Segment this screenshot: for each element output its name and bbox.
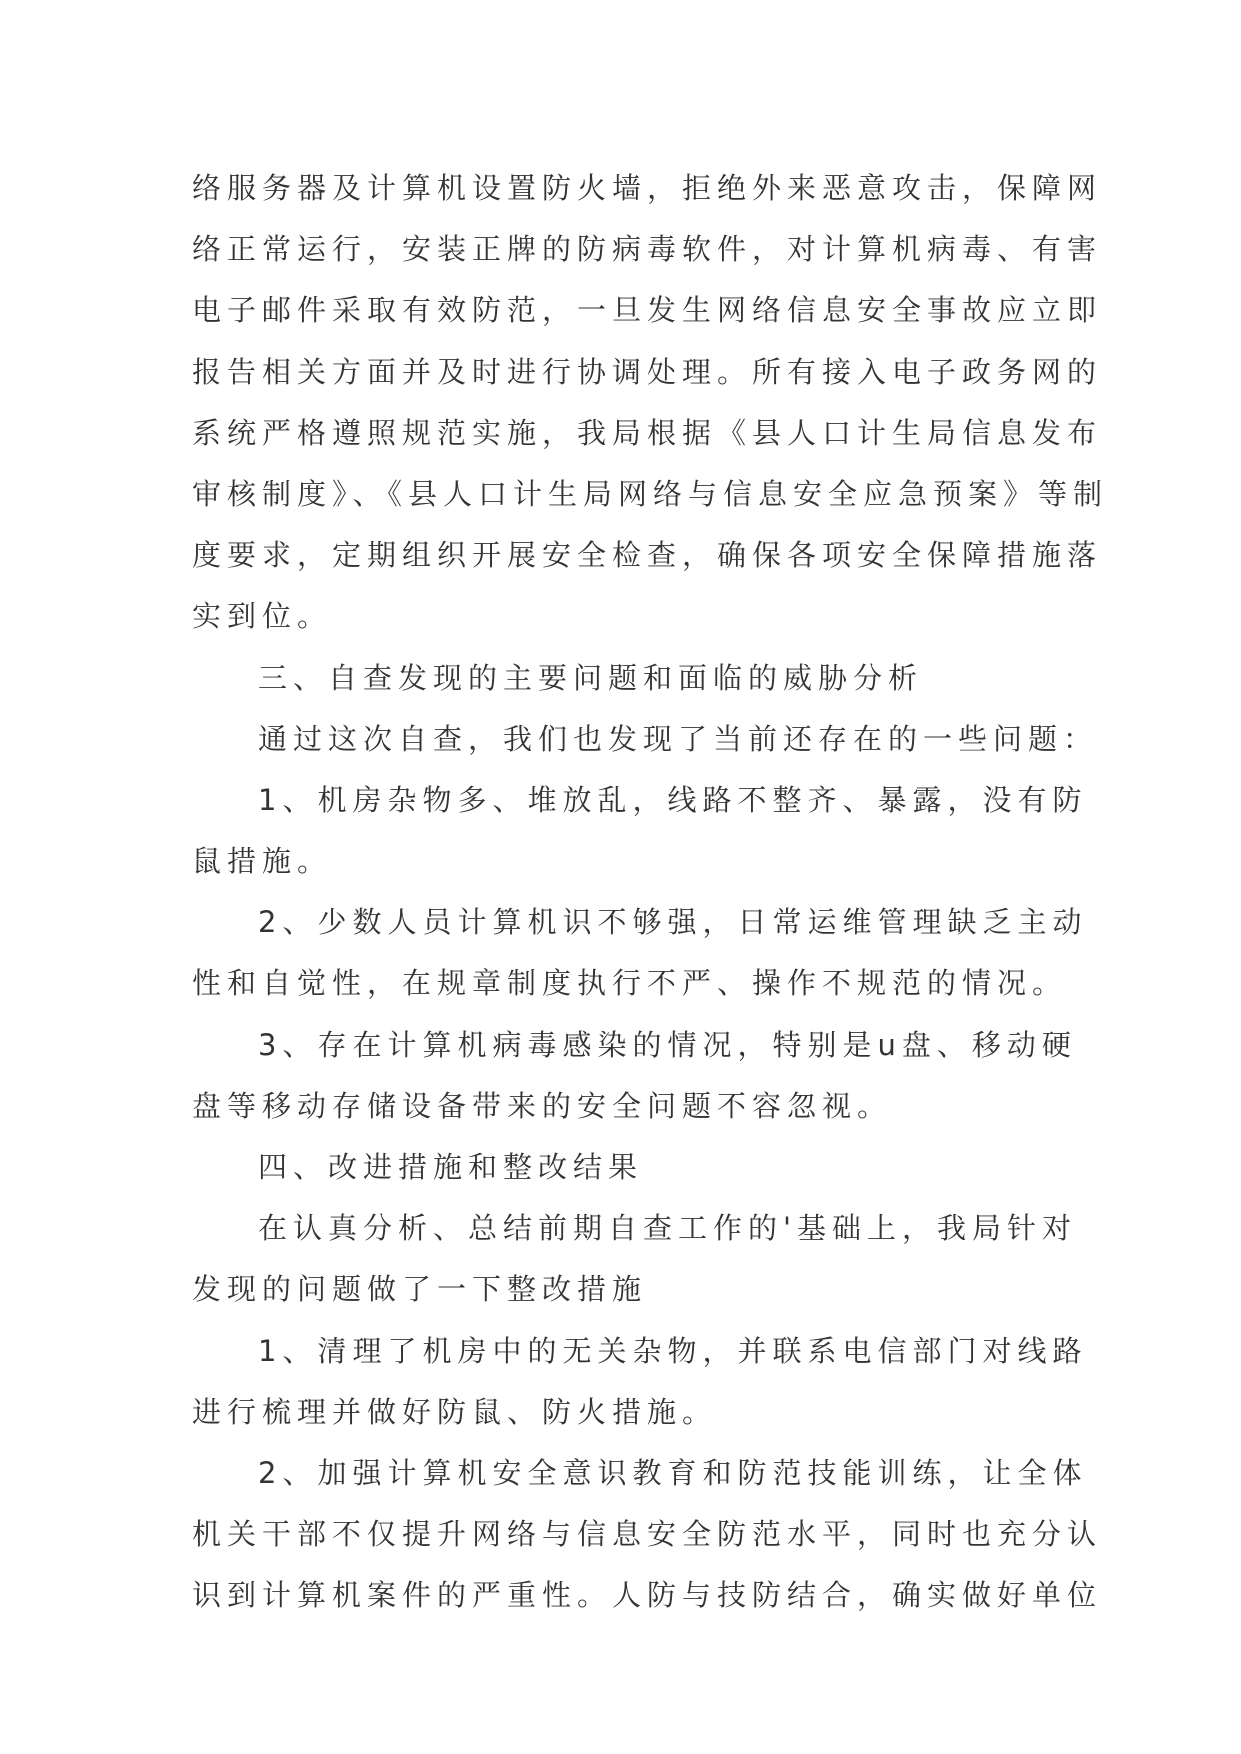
text-line: 三、自查发现的主要问题和面临的威胁分析 (258, 660, 924, 695)
text-line: 络正常运行，安装正牌的防病毒软件，对计算机病毒、有害 (192, 232, 1103, 267)
text-line: 2、加强计算机安全意识教育和防范技能训练，让全体 (258, 1455, 1088, 1490)
text-line: 1、机房杂物多、堆放乱，线路不整齐、暴露，没有防 (258, 782, 1088, 817)
text-line: 3、存在计算机病毒感染的情况，特别是u盘、移动硬 (258, 1027, 1077, 1062)
text-line: 性和自觉性，在规章制度执行不严、操作不规范的情况。 (192, 966, 1068, 1001)
text-line: 系统严格遵照规范实施，我局根据《县人口计生局信息发布 (192, 415, 1103, 450)
text-line: 进行梳理并做好防鼠、防火措施。 (192, 1394, 718, 1429)
text-line: 2、少数人员计算机识不够强，日常运维管理缺乏主动 (258, 905, 1088, 940)
text-line: 通过这次自查，我们也发现了当前还存在的一些问题： (258, 721, 1099, 756)
text-line: 实到位。 (192, 599, 333, 634)
text-line: 报告相关方面并及时进行协调处理。所有接入电子政务网的 (192, 354, 1103, 389)
text-line: 机关干部不仅提升网络与信息安全防范水平，同时也充分认 (192, 1517, 1103, 1552)
text-line: 盘等移动存储设备带来的安全问题不容忽视。 (192, 1088, 893, 1123)
text-line: 络服务器及计算机设置防火墙，拒绝外来恶意攻击，保障网 (192, 171, 1103, 205)
body-text (192, 158, 1109, 1627)
text-line: 四、改进措施和整改结果 (258, 1150, 644, 1184)
text-line: 发现的问题做了一下整改措施 (192, 1272, 648, 1307)
text-line: 鼠措施。 (192, 844, 333, 879)
text-line: 1、清理了机房中的无关杂物，并联系电信部门对线路 (258, 1333, 1088, 1368)
text-line: 电子邮件采取有效防范，一旦发生网络信息安全事故应立即 (192, 293, 1103, 328)
text-line: 度要求，定期组织开展安全检查，确保各项安全保障措施落 (192, 538, 1103, 573)
text-line: 在认真分析、总结前期自查工作的'基础上，我局针对 (258, 1211, 1077, 1246)
text-line: 识到计算机案件的严重性。人防与技防结合，确实做好单位 (192, 1578, 1103, 1613)
text-line: 审核制度》、《县人口计生局网络与信息安全应急预案》等制 (192, 476, 1109, 511)
